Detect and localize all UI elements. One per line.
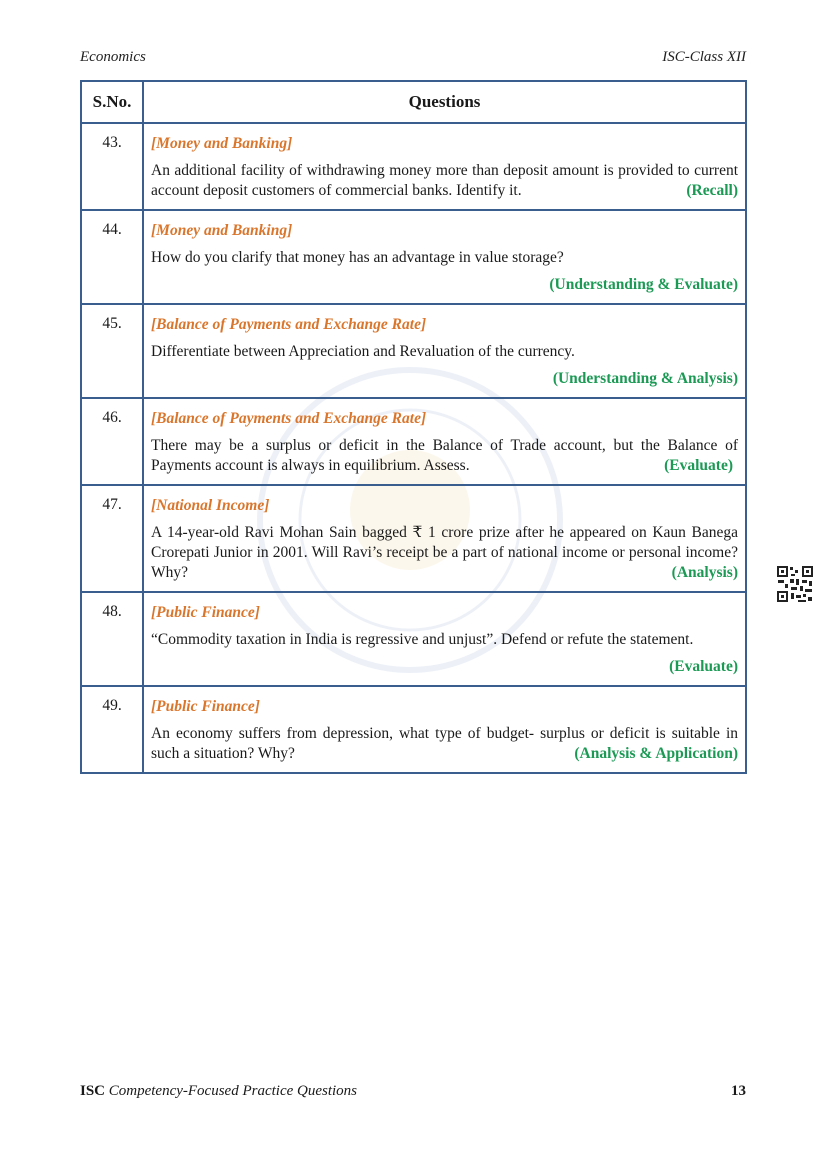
row-question-cell bbox=[143, 485, 746, 592]
row-question-cell bbox=[143, 398, 746, 485]
row-topic: [Balance of Payments and Exchange Rate] bbox=[151, 316, 427, 333]
row-sno: 49. bbox=[81, 686, 143, 773]
row-question-text: How do you clarify that money has an advantage in value storage? bbox=[151, 249, 564, 266]
row-question-cell bbox=[143, 210, 746, 304]
row-question-text: Differentiate between Appreciation and Revaluation of the currency. bbox=[151, 343, 575, 360]
row-topic: [Money and Banking] bbox=[151, 222, 293, 239]
table-row bbox=[81, 304, 746, 398]
row-tag: (Evaluate) bbox=[664, 457, 733, 474]
page-number: 13 bbox=[731, 1083, 746, 1099]
header-subject: Economics bbox=[80, 49, 146, 65]
row-sno: 45. bbox=[81, 304, 143, 398]
row-question-cell bbox=[143, 123, 746, 210]
row-topic: [Balance of Payments and Exchange Rate] bbox=[151, 410, 427, 427]
table-header-row bbox=[81, 81, 746, 123]
header-class: ISC-Class XII bbox=[662, 49, 746, 65]
row-sno: 44. bbox=[81, 210, 143, 304]
row-tag: (Recall) bbox=[686, 182, 738, 199]
row-sno: 48. bbox=[81, 592, 143, 686]
qr-code-icon[interactable] bbox=[776, 565, 814, 603]
row-tag: (Analysis & Application) bbox=[574, 745, 738, 762]
row-topic: [National Income] bbox=[151, 497, 270, 514]
table-row bbox=[81, 398, 746, 485]
table-row bbox=[81, 485, 746, 592]
row-question-text: A 14-year-old Ravi Mohan Sain bagged ₹ 1 crore prize after he appeared on Kaun Banega Crorepati Junior in 2001. Will Ravi’s receipt be a part of national income or personal income? Why? (Analysis) bbox=[151, 524, 738, 581]
column-header-questions: Questions bbox=[143, 81, 746, 123]
row-question-cell bbox=[143, 686, 746, 773]
column-header-sno: S.No. bbox=[81, 81, 143, 123]
row-tag: (Understanding & Analysis) bbox=[552, 370, 738, 387]
table-row bbox=[81, 686, 746, 773]
footer-isc: ISC bbox=[80, 1083, 106, 1099]
footer-title bbox=[80, 1083, 357, 1100]
row-question-text: “Commodity taxation in India is regressive and unjust”. Defend or refute the statement. bbox=[151, 631, 694, 648]
row-sno: 43. bbox=[81, 123, 143, 210]
table-row bbox=[81, 123, 746, 210]
row-question-text: An economy suffers from depression, what type of budget- surplus or deficit is suitable in such a situation? Why? (Analysis & Application) bbox=[151, 725, 738, 762]
questions-table bbox=[80, 80, 747, 774]
row-question-text: An additional facility of withdrawing money more than deposit amount is provided to current account deposit customers of commercial banks. Identify it. (Recall) bbox=[151, 162, 738, 199]
row-sno: 46. bbox=[81, 398, 143, 485]
row-question-cell bbox=[143, 592, 746, 686]
row-question-text: There may be a surplus or deficit in the Balance of Trade account, but the Balance of Payments account is always in equilibrium. Assess. (Evaluate) bbox=[151, 437, 738, 474]
footer-subtitle: Competency-Focused Practice Questions bbox=[108, 1083, 358, 1099]
row-tag: (Analysis) bbox=[671, 564, 738, 581]
table-row bbox=[81, 592, 746, 686]
row-topic: [Public Finance] bbox=[151, 698, 260, 715]
row-tag: (Understanding & Evaluate) bbox=[549, 276, 738, 293]
row-sno: 47. bbox=[81, 485, 143, 592]
row-tag: (Evaluate) bbox=[669, 658, 738, 675]
table-row bbox=[81, 210, 746, 304]
row-question-cell bbox=[143, 304, 746, 398]
row-topic: [Money and Banking] bbox=[151, 135, 293, 152]
row-topic: [Public Finance] bbox=[151, 604, 260, 621]
